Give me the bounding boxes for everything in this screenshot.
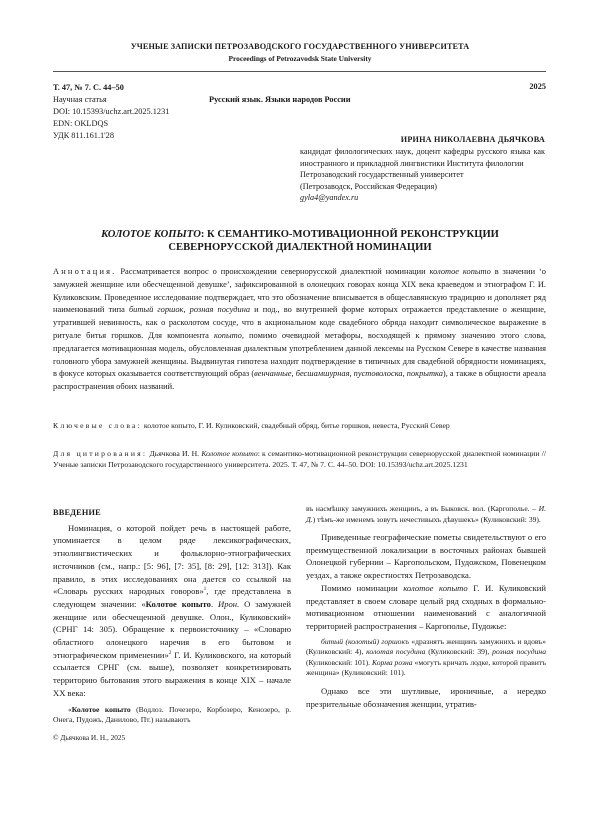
abstract-text: в значении ‘о замужней женщине или обесчещенной девушке’, зафиксированной в олонецких говорах конца XIX века краеведом и этнографом Г. И. Куликовским. Проведенное исследование подтверждает, что это обозначение вписывается в общеславянскую традицию и дополняет ряд наименований типа <box>53 267 546 315</box>
section-title: Русский язык. Языки народов России <box>209 95 351 104</box>
author-block <box>300 134 545 203</box>
example-italic: розная посудина <box>492 647 546 657</box>
author-location: (Петрозаводск, Российская Федерация) <box>300 181 437 191</box>
abstract-text: ), а также в общности ареала распространения обоих названий. <box>53 369 546 392</box>
paragraph-text: Г. И. Куликовского, на который ссылается СРНГ (см. выше), позволяет конкретизировать территорию бытования этого выражения в конце XIX – начале XX века: <box>53 649 291 698</box>
citation-text: : к семантико-мотивационной реконструкции севернорусской диалектной номинации // Ученые записки Петрозаводского государственного университета. 2025. Т. 47, № 7. С. 44–50. DOI: 10.15393/uchz.art.2025.1231 <box>53 449 547 469</box>
journal-subtitle: Proceedings of Petrozavodsk State University <box>228 54 372 63</box>
paragraph: Однако все эти шутливые, ироничные, а нередко презрительные обозначения женщин, утратив- <box>306 686 546 709</box>
copyright: © Дьячкова И. Н., 2025 <box>53 732 126 742</box>
keywords-text: колотое копыто, Г. И. Куликовский, свадебный обряд, битье горшков, невеста, Русский Север <box>142 421 450 430</box>
keywords-label: Ключевые слова: <box>53 421 142 430</box>
example-text: (Куликовский: 39), <box>425 647 493 657</box>
paragraph-italic: Ирон. <box>218 598 240 609</box>
abstract-text: Рассматривается вопрос о происхождении севернорусской диалектной номинации <box>116 267 430 276</box>
abstract-italic: битый горшок, розная посудина <box>128 305 251 315</box>
author-email[interactable]: gyla4@yandex.ru <box>300 193 359 203</box>
footnote-ref[interactable]: 1 <box>203 587 207 593</box>
doi: DOI: 10.15393/uchz.art.2025.1231 <box>53 107 170 116</box>
paragraph-text: , где представлена в следующем значении: « <box>53 586 292 609</box>
paragraph-text: . <box>210 598 218 609</box>
example-italic: колотая посудина <box>366 647 426 657</box>
paragraph: Приведенные географические пометы свидетельствуют о его преимущественной локализации в восточных районах бывшей Олонецкой губернии – Каргопольском, Пудожском, Повенецком уездах, а также окрестностях Петрозаводска. <box>306 532 546 581</box>
quote-italic: И. Д. <box>306 504 546 524</box>
quote-text: (Водлоз. Почезеро, Корбозеро, Кенозеро, р. Онега, Пудожъ, Данилово, Пт.) называютъ <box>53 704 292 725</box>
paragraph <box>53 522 291 700</box>
paragraph-text: Г. И. Куликовский представляет в своем словаре целый ряд сходных в формально-мотивационном отношении наименований с аналогичной территорией распространения – Каргополье, Пудожье: <box>306 582 546 631</box>
examples-block <box>306 637 546 679</box>
title-italic: КОЛОТОЕ КОПЫТО <box>101 229 201 240</box>
article-type: Научная статья <box>53 95 107 104</box>
keywords <box>53 421 546 432</box>
abstract-italic: колотое копыто <box>429 267 491 276</box>
author-affiliation: Петрозаводский государственный университет <box>300 170 464 180</box>
abstract-italic: копыто, <box>213 330 244 340</box>
quote-continuation <box>306 504 546 525</box>
footnote-ref[interactable]: 2 <box>168 650 172 656</box>
title-line2: СЕВЕРНОРУССКОЙ ДИАЛЕКТНОЙ НОМИНАЦИИ <box>168 241 432 253</box>
volume-info: Т. 47, № 7. С. 44–50 <box>53 83 124 92</box>
journal-title: УЧЕНЫЕ ЗАПИСКИ ПЕТРОЗАВОДСКОГО ГОСУДАРСТВЕННОГО УНИВЕРСИТЕТА <box>130 42 470 51</box>
article-meta <box>53 82 169 142</box>
example-text: «могутъ кричать лодке, которой правитъ женщина» (Куликовский: 101). <box>306 657 547 678</box>
quote-bold: Колотое копыто <box>71 704 131 714</box>
abstract <box>53 266 546 394</box>
example-text: «дразнятъ женщинъ замужнихъ и вдовъ» (Куликовский: 4), <box>306 636 546 657</box>
paragraph-text: Помимо номинации <box>321 582 404 593</box>
udk: УДК 811.161.1'28 <box>53 131 114 140</box>
quote-text: « <box>68 704 72 714</box>
title-line1: : К СЕМАНТИКО-МОТИВАЦИОННОЙ РЕКОНСТРУКЦИИ <box>200 229 499 240</box>
citation-text: Дьячкова И. Н. <box>147 449 202 458</box>
example-italic: битый (колотый) горшокъ <box>321 636 409 646</box>
quote-text: ) тѣмъ-же именемъ зовутъ нечестивыхъ дѣвушекъ» (Куликовский: 39). <box>312 514 541 524</box>
section-heading: ВВЕДЕНИЕ <box>53 508 101 517</box>
paragraph-bold: Колотое копыто <box>145 598 211 609</box>
abstract-italic: венчанные, бесшамшурная, пустоволоска, покрытка <box>254 369 443 379</box>
paragraph-text: О замужней женщине или обесчещенной девушке. Олон., Куликовский» (СРНГ 14: 305). Обращение к первоисточнику – «Словарю областного олонецкого наречия в его бытовом и этнографическом применении» <box>53 598 291 660</box>
example-italic: Корма розна <box>372 657 413 667</box>
author-name: ИРИНА НИКОЛАЕВНА ДЬЯЧКОВА <box>400 135 545 144</box>
abstract-text: помимо очевидной метафоры, восходящей к прямому значению этого слова, предлагается мотивационная модель, обусловленная диалектным употреблением данной лексемы на Русском Севере в качестве названия головного убора замужней женщины. Выдвинутая гипотеза находит подтверждение в типичных для свадебной обрядности номинациях, в фокусе которых оказывается соответствующий образ ( <box>53 330 547 379</box>
quote-text: въ насмѣшку замужнихъ женщинъ, а въ Быковск. вол. (Каргополье. – <box>306 504 539 513</box>
paragraph-text: Номинация, о которой пойдет речь в настоящей работе, упоминается в целом ряде лексикографических, этнолингвистических и фольклорно-этнографических источников (см., напр.: [5: 96], [7: 35], [8: 29], [12: 313]). Как правило, в этих исследованиях она дается со ссылкой на «Словарь русских народных говоров» <box>53 522 291 597</box>
right-column <box>306 504 546 710</box>
edn: EDN: OKLDQS <box>53 119 109 128</box>
citation-italic: Колотое копыто <box>201 449 258 458</box>
paragraph-italic: колотое копыто <box>403 582 468 593</box>
abstract-label: Аннотация. <box>53 267 117 276</box>
example-text: (Куликовский: 101). <box>306 657 372 667</box>
article-title <box>0 229 600 254</box>
year: 2025 <box>529 82 546 91</box>
header-divider <box>53 71 546 72</box>
citation <box>53 449 546 470</box>
paragraph <box>306 582 546 633</box>
author-degree: кандидат филологических наук, доцент кафедры русского языка как иностранного и прикладной лингвистики Института филологии <box>300 147 545 168</box>
left-column <box>53 507 291 744</box>
abstract-text: и под., во внутренней форме которых отражается представление о женщине, утратившей невинность, как о расколотом сосуде, что в акциональном коде свадебного обряда находит символическое выражение в ритуале битья горшков. Для компонента <box>53 305 546 340</box>
dictionary-quote <box>53 705 291 726</box>
citation-label: Для цитирования: <box>53 449 148 458</box>
